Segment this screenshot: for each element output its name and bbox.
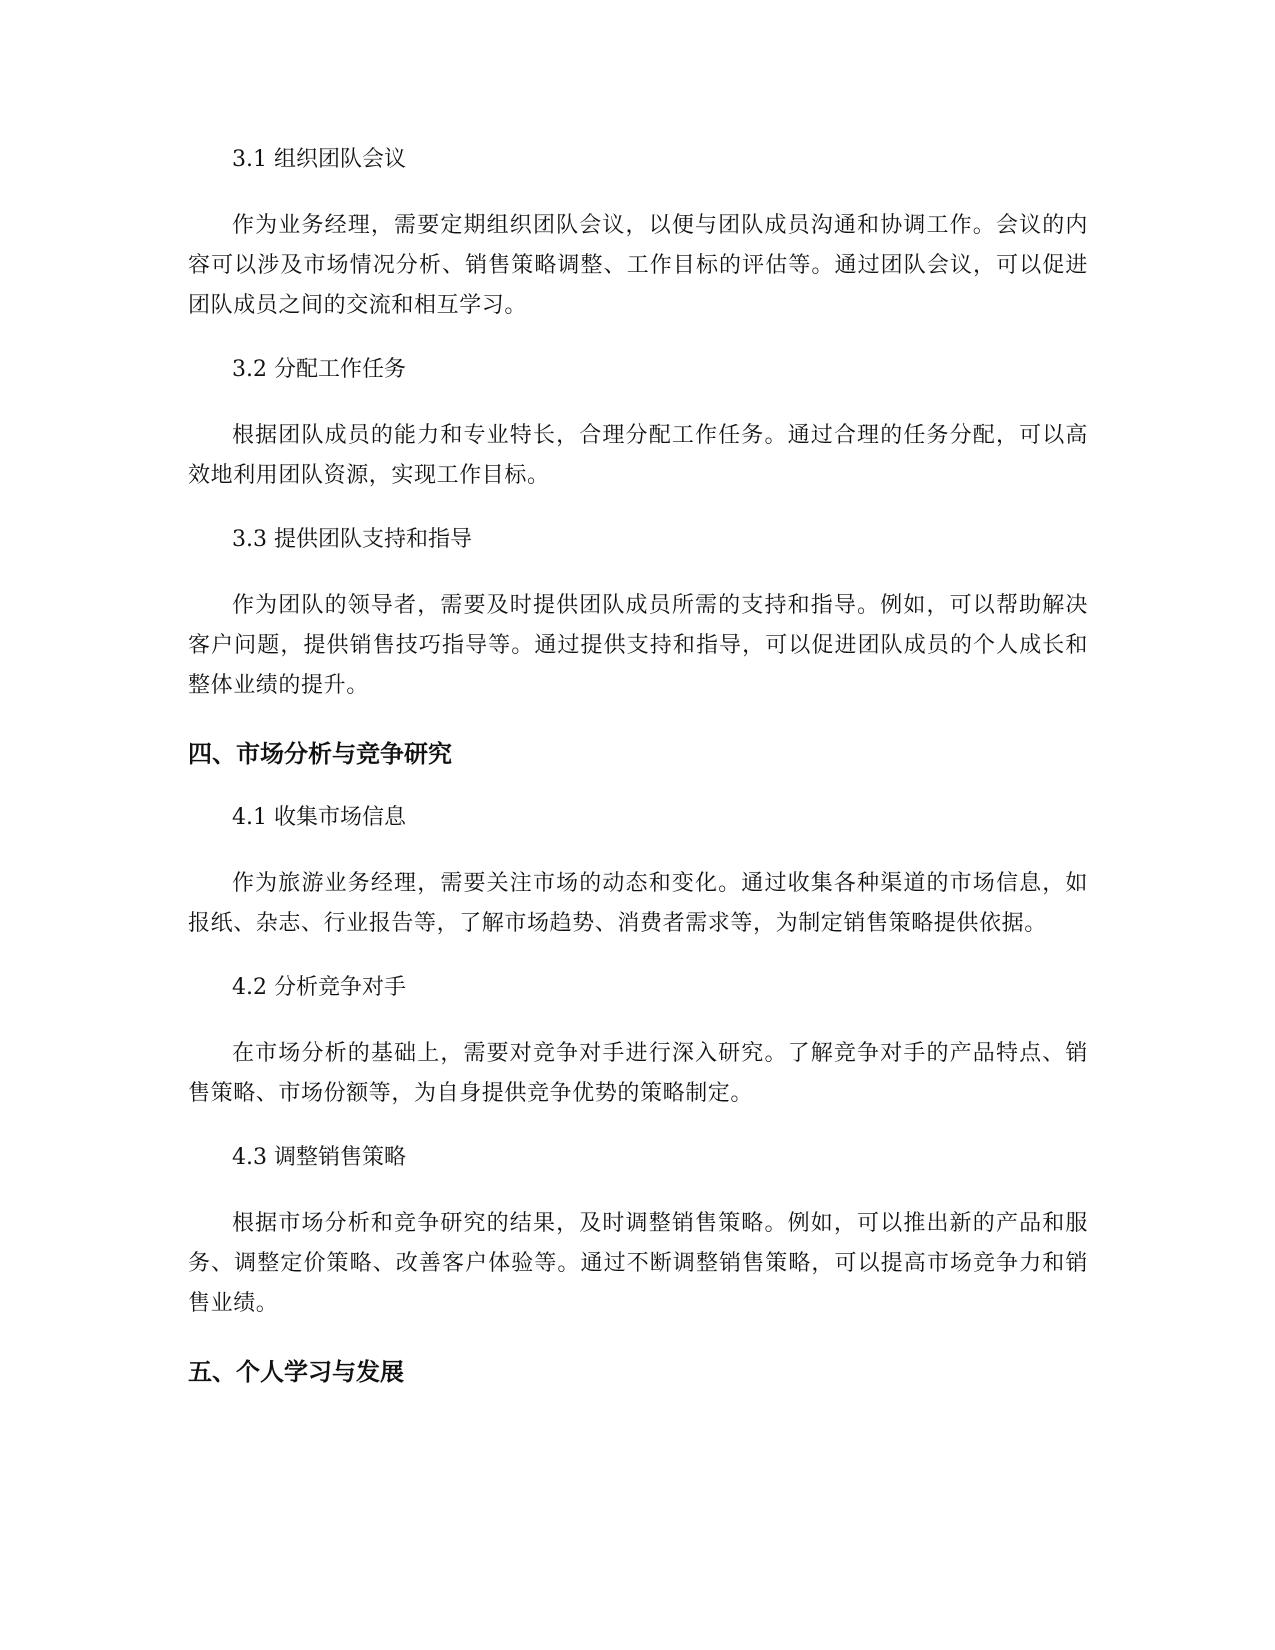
section-4-3-heading: 4.3 调整销售策略 — [232, 1145, 406, 1170]
section-3-3-heading: 3.3 提供团队支持和指导 — [232, 527, 472, 552]
section-3-3-paragraph: 作为团队的领导者，需要及时提供团队成员所需的支持和指导。例如，可以帮助解决客户问题，提供销售技巧指导等。通过提供支持和指导，可以促进团队成员的个人成长和整体业绩的提升。 — [188, 593, 1088, 698]
chapter-4-heading: 四、市场分析与竞争研究 — [188, 740, 452, 768]
section-3-1-heading: 3.1 组织团队会议 — [232, 147, 406, 172]
chapter-5-heading: 五、个人学习与发展 — [188, 1358, 404, 1386]
section-4-2-paragraph: 在市场分析的基础上，需要对竞争对手进行深入研究。了解竞争对手的产品特点、销售策略、市场份额等，为自身提供竞争优势的策略制定。 — [188, 1041, 1088, 1106]
section-3-2-paragraph: 根据团队成员的能力和专业特长，合理分配工作任务。通过合理的任务分配，可以高效地利用团队资源，实现工作目标。 — [188, 423, 1088, 488]
section-3-2-heading: 3.2 分配工作任务 — [232, 357, 406, 382]
section-4-1-heading: 4.1 收集市场信息 — [232, 805, 406, 830]
section-4-2-heading: 4.2 分析竞争对手 — [232, 975, 406, 1000]
section-4-1-paragraph: 作为旅游业务经理，需要关注市场的动态和变化。通过收集各种渠道的市场信息，如报纸、杂志、行业报告等，了解市场趋势、消费者需求等，为制定销售策略提供依据。 — [188, 871, 1088, 936]
section-4-3-paragraph: 根据市场分析和竞争研究的结果，及时调整销售策略。例如，可以推出新的产品和服务、调整定价策略、改善客户体验等。通过不断调整销售策略，可以提高市场竞争力和销售业绩。 — [188, 1211, 1088, 1316]
document-body — [188, 140, 1088, 1416]
section-3-1-paragraph: 作为业务经理，需要定期组织团队会议，以便与团队成员沟通和协调工作。会议的内容可以涉及市场情况分析、销售策略调整、工作目标的评估等。通过团队会议，可以促进团队成员之间的交流和相互学习。 — [188, 213, 1088, 318]
